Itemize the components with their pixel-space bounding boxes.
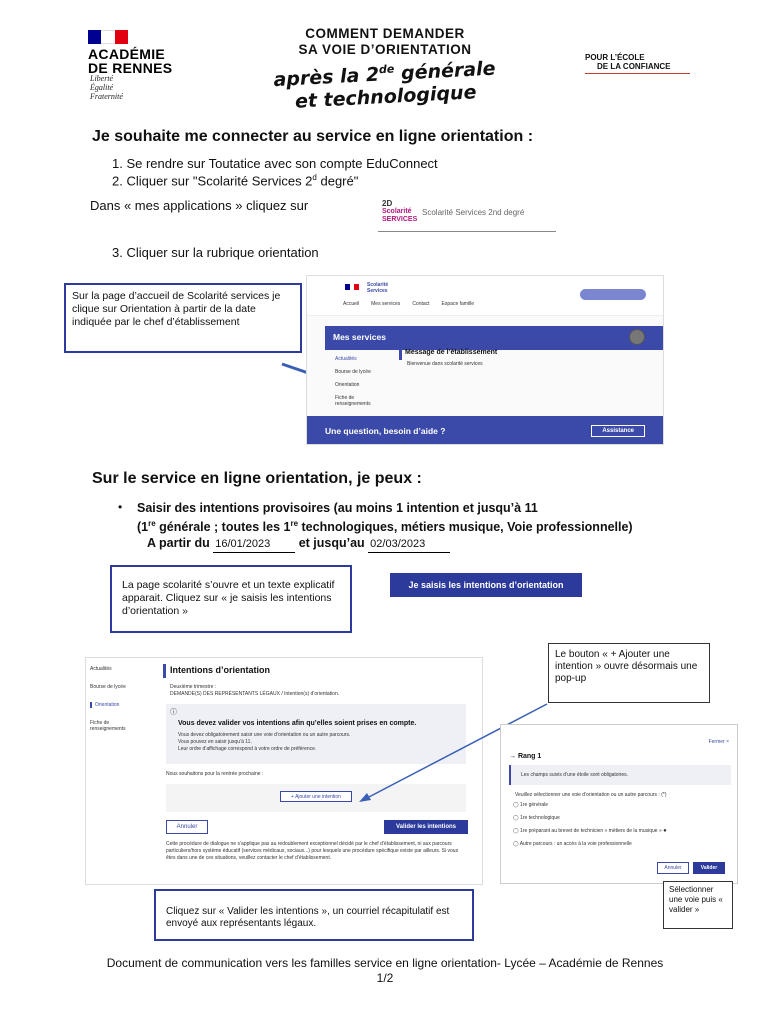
intentions-title: Intentions d’orientation [170,665,270,675]
screenshot-nav [343,301,474,307]
nav-mes-services[interactable]: Mes services [371,301,401,307]
date-fin: 02/03/2023 [368,536,450,553]
apps-instruction: Dans « mes applications » cliquez sur [90,198,309,213]
menu-actualites[interactable]: Actualités [335,356,357,362]
date-debut: 16/01/2023 [213,536,295,553]
intentions-sidemenu [90,666,158,732]
screenshot-sidemenu [335,356,405,407]
republique-motto: Liberté Égalité Fraternité [90,74,123,101]
menu-actualites[interactable]: Actualités [90,666,112,672]
step-1: 1. Se rendre sur Toutatice avec son compte EduConnect [112,156,438,171]
info-line: Leur ordre d’affichage correspond à votre ordre de préférence. [178,746,317,752]
help-banner: Une question, besoin d’aide ? Assistance [307,416,663,445]
page-title: COMMENT DEMANDER SA VOIE D’ORIENTATION [298,26,472,57]
info-line: Vous devez obligatoirement saisir une voie d’orientation ou un autre parcours. [178,732,351,738]
intentions-bullet: Saisir des intentions provisoires (au moins 1 intention et jusqu’à 11 (1re générale ; toutes les 1re technologiques, métiers musique, Voie professionnelle) A partir du 16/01/2023 et jusqu’au 02/03/2023 [137,500,633,553]
page-number: 1/2 [376,971,394,985]
title-accent [163,664,166,678]
info-line: Vous pouvez en saisir jusqu’à 11. [178,739,252,745]
academie-name: ACADÉMIE DE RENNES [88,46,173,76]
info-icon: ⓘ [170,709,177,716]
message-body: Bienvenue dans scolarité services [407,361,483,367]
nav-contact[interactable]: Contact [412,301,430,307]
required-notice: Les champs suivis d’une étoile sont obligatoires. [509,765,731,785]
info-title: Vous devez valider vos intentions afin qu’elles soient prises en compte. [178,720,417,727]
screenshot-topbar: Scolarité Services Accueil Mes services Contact Espace famille [307,276,663,316]
cancel-button[interactable]: Annuler [166,820,208,834]
page-footer: Document de communication vers les familles service en ligne orientation- Lycée – Académie de Rennes 1/2 [0,956,770,986]
step-2: 2. Cliquer sur "Scolarité Services 2$^d$ degré" [112,173,359,189]
rang-title: → Rang 1 [509,753,542,760]
demandes-label: DEMANDE(S) DES REPRÉSENTANTS LÉGAUX / Intention(s) d’orientation. [170,691,340,697]
user-account-pill[interactable] [580,289,646,300]
menu-bourse[interactable]: Bourse de lycée [90,684,126,690]
callout-ajouter: Le bouton « + Ajouter une intention » ouvre désormais une pop-up [548,643,710,703]
close-button[interactable]: Fermer × [708,739,729,745]
app-label: Scolarité Services 2nd degré [422,208,525,217]
validate-intentions-button[interactable]: Valider les intentions [384,820,468,834]
mes-services-bar: Mes services [325,326,663,350]
screenshot-popup-rang [500,724,738,884]
voie-prompt: Veuillez sélectionner une voie d’orientation ou un autre parcours : (*) [515,792,667,798]
nav-accueil[interactable]: Accueil [343,301,360,307]
section1-title: Je souhaite me connecter au service en ligne orientation : [92,128,534,145]
add-intention-button[interactable]: + Ajouter une intention [280,791,352,802]
option-technologique[interactable]: ◯ 1re technologique [513,815,560,821]
info-icon: ● [663,828,667,834]
popup-cancel-button[interactable]: Annuler [657,862,689,874]
message-title: Message de l’établissement [405,349,498,356]
option-musique[interactable]: ◯ 1re préparant au brevet de technicien « métiers de la musique » ● [513,828,667,834]
section2-title: Sur le service en ligne orientation, je peux : [92,470,422,487]
screenshot-scolarite-home [306,275,664,445]
step-3: 3. Cliquer sur la rubrique orientation [112,245,319,260]
trimestre-label: Deuxième trimestre : [170,684,217,690]
message-accent [399,348,402,360]
option-generale[interactable]: ◯ 1re générale [513,802,549,808]
callout-valider: Cliquez sur « Valider les intentions », un courriel récapitulatif est envoyé aux représentants légaux. [154,889,474,941]
wish-label: Nous souhaitons pour la rentrée prochaine : [166,771,264,777]
scolarite-services-app-tile[interactable] [378,198,556,232]
menu-orientation[interactable]: Orientation [335,382,360,388]
menu-orientation-active[interactable]: Orientation [90,702,158,708]
saisir-intentions-button[interactable]: Je saisis les intentions d’orientation [390,573,582,597]
nav-espace-famille[interactable]: Espace famille [441,301,475,307]
avatar-icon [629,329,645,345]
divider [585,73,690,74]
republique-flag-logo [88,30,128,44]
menu-bourse[interactable]: Bourse de lycée [335,369,371,375]
ecole-confiance-logo: POUR L’ÉCOLE DE LA CONFIANCE [585,53,671,71]
bullet-dot: • [118,500,123,514]
popup-validate-button[interactable]: Valider [693,862,725,874]
menu-fiche[interactable]: Fiche de renseignements [335,395,371,407]
flag-icon [345,284,359,290]
callout-selectionner: Sélectionner une voie puis « valider » [663,881,733,929]
voie-options [513,802,667,847]
menu-fiche[interactable]: Fiche de renseignements [90,720,126,732]
scolarite-services-logo: 2D Scolarité SERVICES [382,199,418,223]
callout-accueil: Sur la page d’accueil de Scolarité services je clique sur Orientation à partir de la date indiquée par le chef d’établissement [64,283,302,353]
page-subtitle: après la 2de générale et technologique [272,57,497,114]
callout-saisir: La page scolarité s’ouvre et un texte explicatif apparait. Cliquez sur « je saisis les intentions d’orientation » [110,565,352,633]
assistance-button[interactable]: Assistance [591,425,645,437]
option-autre-parcours[interactable]: ◯ Autre parcours : un accès à la voie professionnelle [513,841,632,847]
procedure-note: Cette procédure de dialogue ne s’applique pas au redoublement exceptionnel décidé par le chef d’établissement, ni aux parcours particuliers/hors système éducatif (services médicaux, sociaux...) pour lesquels une procédure spécifique existe par ailleurs. Si vous êtes dans une de ces situations, veuillez contacter le chef d’établissement. [166,841,459,861]
